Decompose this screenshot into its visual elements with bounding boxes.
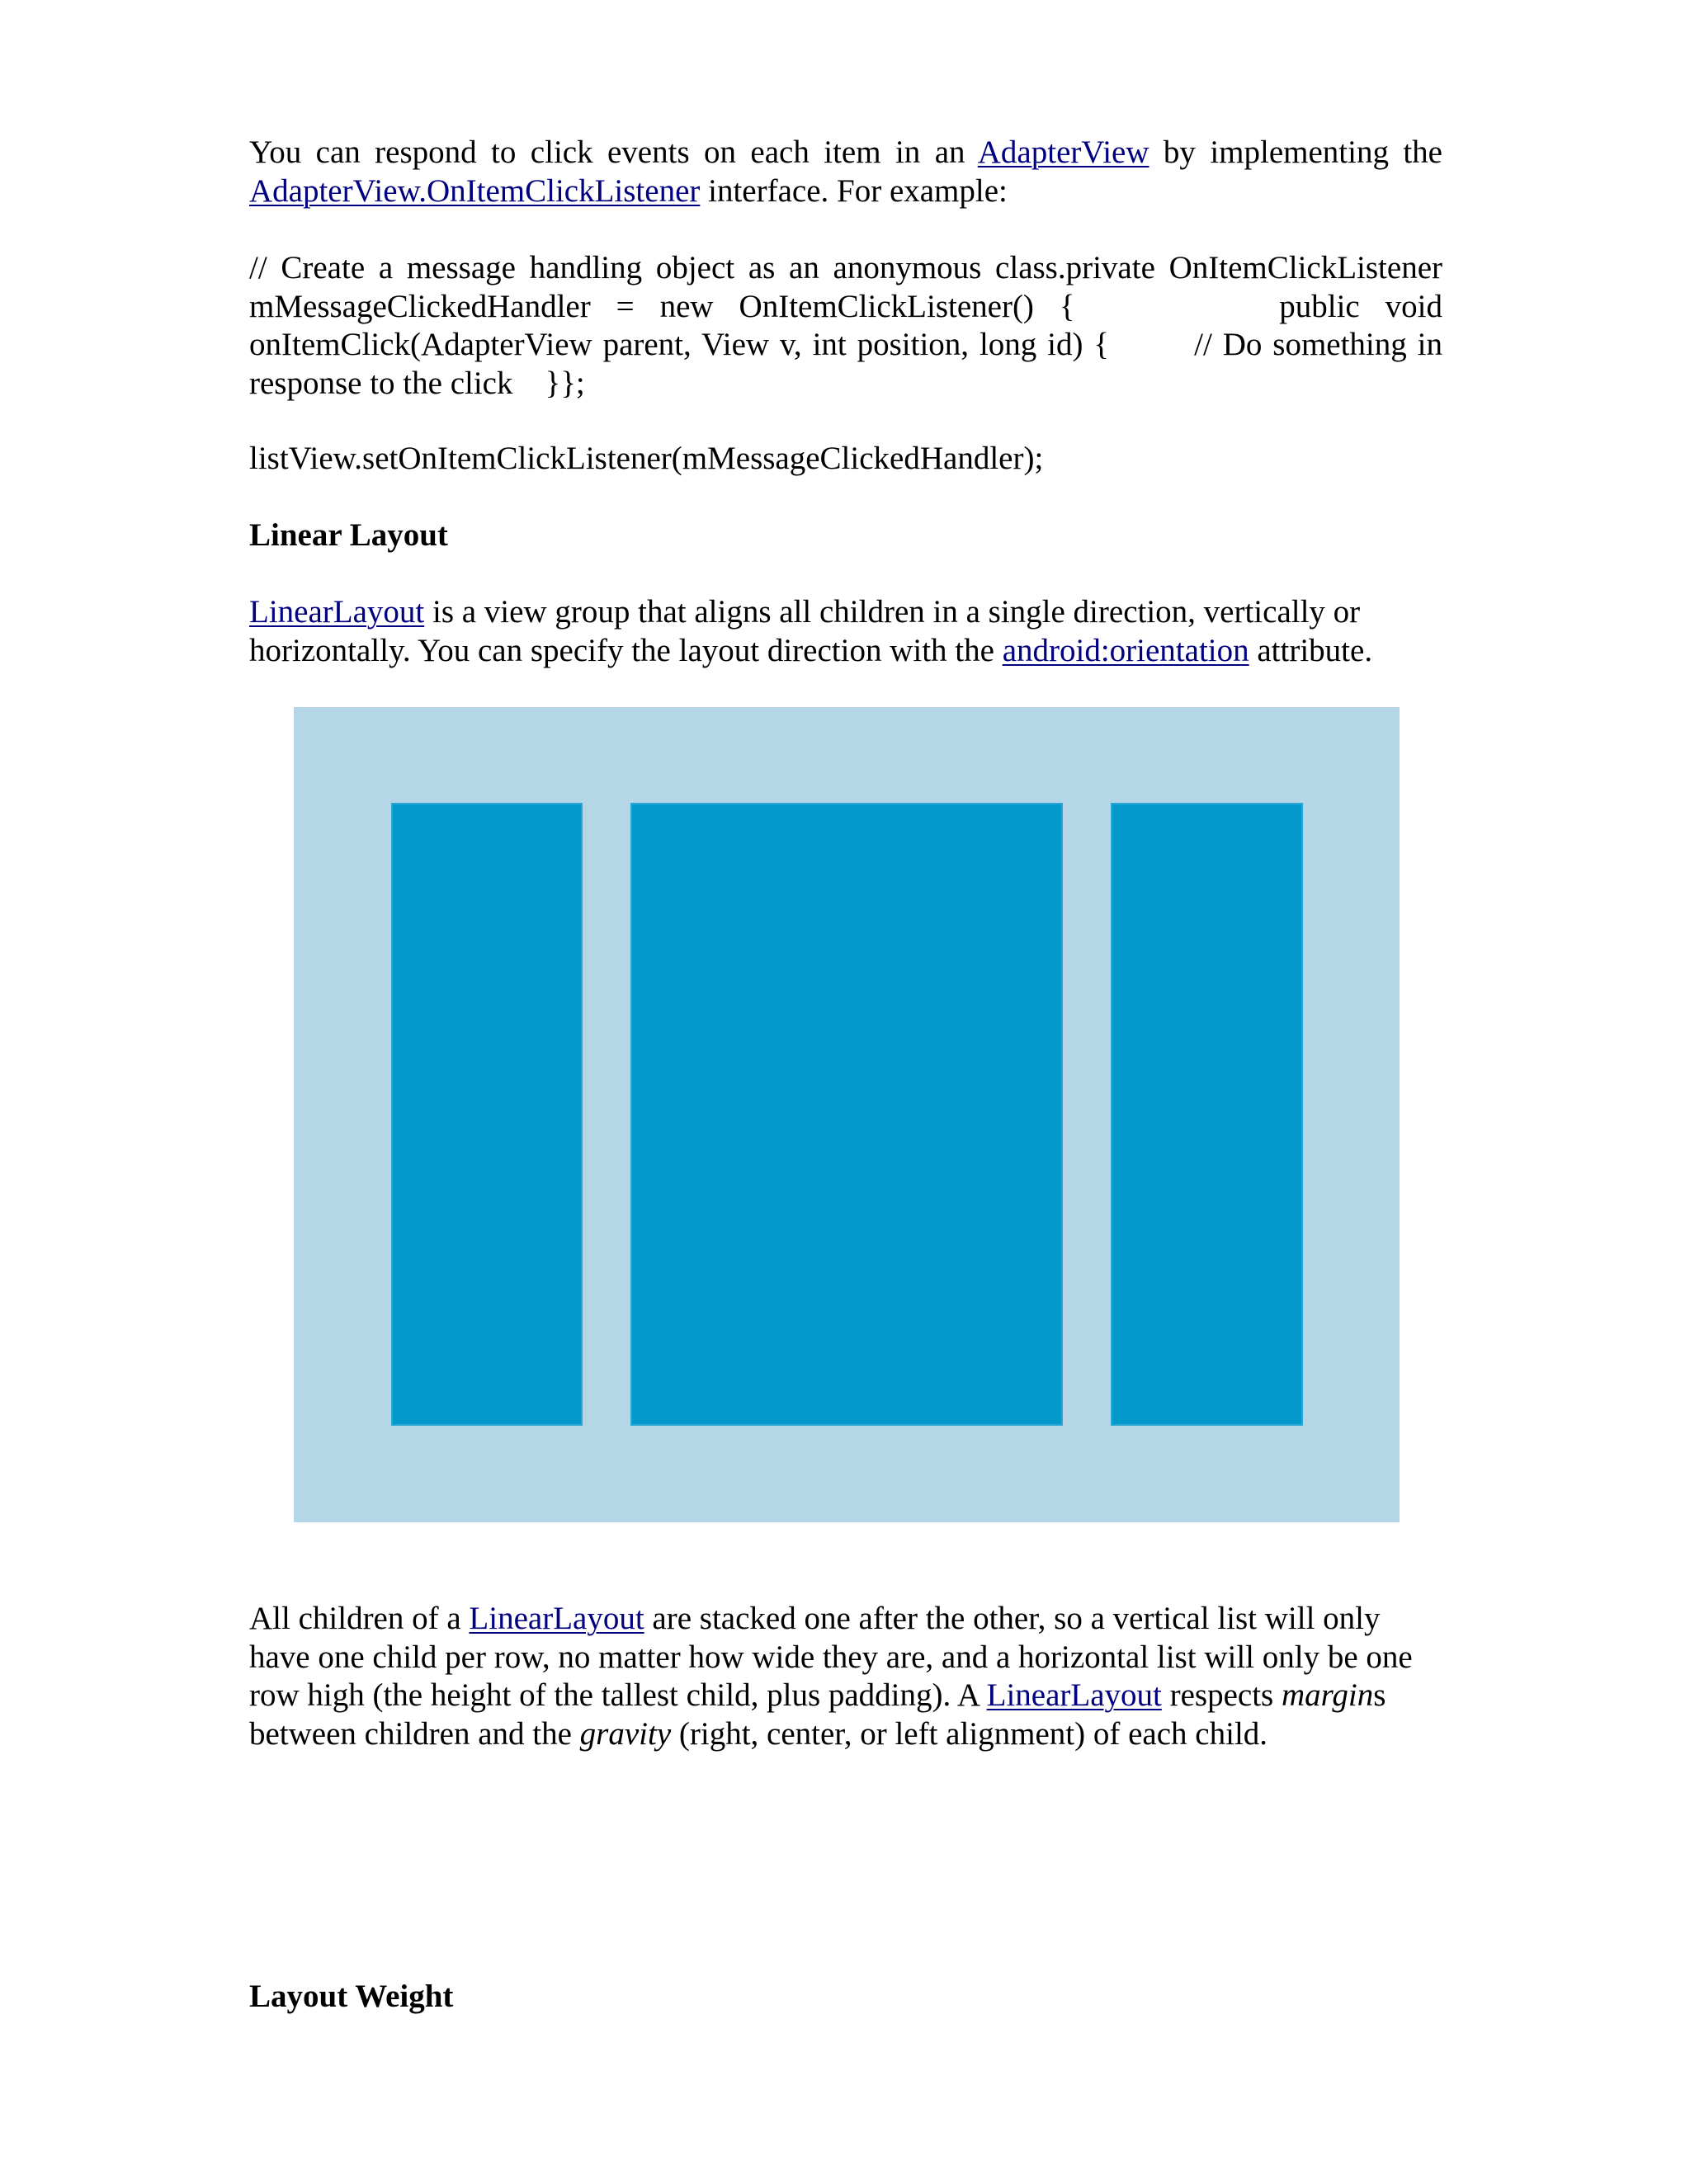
adapterview-click-paragraph [249,134,1442,210]
para-text: interface. For example: [700,172,1008,209]
layout-child-box [630,803,1063,1426]
para-text: (right, center, or left alignment) of each child. [671,1715,1268,1752]
linearlayout-link[interactable]: LinearLayout [986,1677,1162,1713]
linearlayout-link[interactable]: LinearLayout [249,594,425,630]
linear-layout-illustration [294,707,1400,1522]
para-text: is a view group that aligns all children in a single direction, vertically or horizontally. You can specify the layout direction with the [249,594,1361,668]
set-listener-code-line: listView.setOnItemClickListener(mMessageClickedHandler); [249,441,1044,476]
para-text: by implementing the [1149,134,1442,170]
android-orientation-link[interactable]: android:orientation [1002,632,1249,668]
linearlayout-children-paragraph [249,1600,1429,1753]
adapterview-link[interactable]: AdapterView [977,134,1149,170]
linearlayout-link[interactable]: LinearLayout [469,1601,644,1636]
document-page [249,0,1451,2184]
gravity-emphasis: gravity [579,1715,672,1752]
linear-layout-heading: Linear Layout [249,517,448,553]
para-text: respects [1161,1677,1282,1713]
para-text: All children of a [249,1601,470,1636]
margin-emphasis: margin [1281,1677,1374,1713]
para-text: You can respond to click events on each item in an [249,134,978,170]
layout-child-box [391,803,583,1426]
para-text: s between children and the [249,1677,1386,1752]
para-text: attribute. [1249,632,1373,668]
para-text: are stacked one after the other, so a vertical list will only have one child per row, no matter how wide they are, and a horizontal list will only be one row high (the height of the tallest child, plus padding). A [249,1601,1413,1713]
linearlayout-description-paragraph [249,593,1421,670]
onitemclicklistener-link[interactable]: AdapterView.OnItemClickListener [249,172,701,209]
layout-weight-heading: Layout Weight [249,1979,454,2014]
layout-child-box [1111,803,1303,1426]
code-example-block: // Create a message handling object as an anonymous class.private OnItemClickListener mMessageClickedHandler = new OnItemClickListener() { public void onItemClick(AdapterView parent, View v, int position, long id) { // Do something in response to the click }}; [249,250,1451,401]
